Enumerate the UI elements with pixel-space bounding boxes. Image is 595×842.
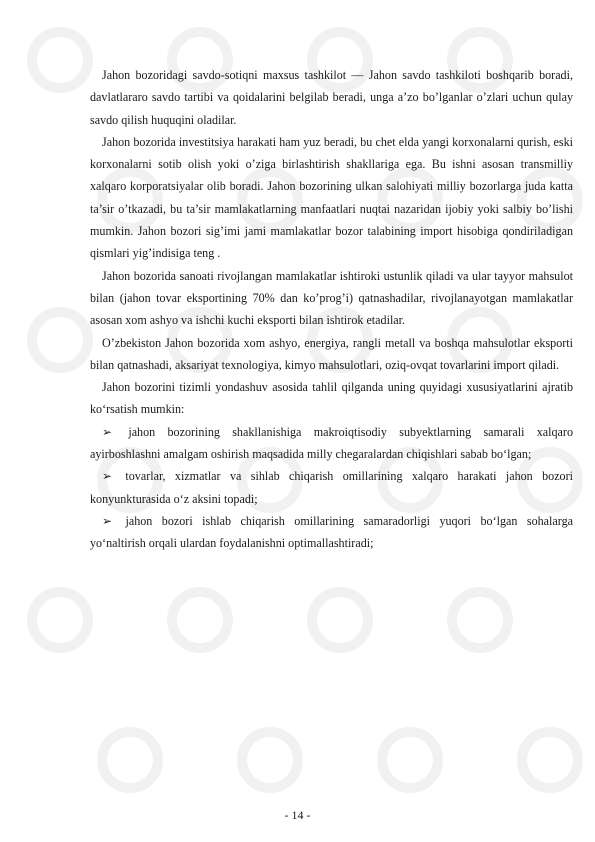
bullet-item	[90, 421, 573, 466]
paragraph-investment: Jahon bozorida investitsiya harakati ham yuz beradi, bu chet elda yangi korxonalarni qurish, eski korxonalarni sotib olish yoki o’ziga birlashtirish shakllariga ega. Bu ishni asosan transmilliy xalqaro korporatsiyalar olib boradi. Jahon bozorining ulkan salohiyati milliy bozorlarga juda katta ta’sir o’tkazadi, bu ta’sir mamlakatlarning manfaatlari nuqtai nazaridan ijobiy yoki salbiy bo’lishi mumkin. Jahon bozori sig’imi jami mamlakatlar bozor talabining import hisobiga qondiriladigan qismlari yig’indisiga teng .	[90, 134, 573, 261]
bullet-text: tovarlar, xizmatlar va sihlab chiqarish omillarining xalqaro harakati jahon bozori konyunkturasida o‘z aksini topadi;	[90, 469, 573, 506]
arrow-bullet-icon: ➢	[102, 424, 113, 439]
paragraph-developed-countries: Jahon bozorida sanoati rivojlangan mamlakatlar ishtiroki ustunlik qiladi va ular tayyor mahsulot bilan (jahon tovar eksportining 70% dan ko’prog’i) qatnashadilar, rivojlanayotgan mamlakatlar asosan xom ashyo va ishchi kuchi eksporti bilan ishtirok etadilar.	[90, 268, 573, 328]
page-number: - 14 -	[284, 808, 311, 822]
bullet-item	[90, 465, 573, 510]
bullet-text: jahon bozori ishlab chiqarish omillarining samaradorligi yuqori bo‘lgan sohalarga yo‘naltirish orqali ulardan foydalanishni optimallashtiradi;	[90, 513, 574, 551]
bullet-text: jahon bozorining shakllanishiga makroiqtisodiy subyektlarning samarali xalqaro ayirboshlashni amalgam oshirish maqsadida milly chegaralardan chiqishlari sabab bo‘lgan;	[90, 424, 574, 462]
paragraph-wto: Jahon bozoridagi savdo-sotiqni maxsus tashkilot — Jahon savdo tashkiloti boshqarib boradi, davlatlararo savdo tartibi va qoidalarini belgilab beradi, unga a’zo bo’lganlar o’zlari uchun qulay savdo qilish huquqini oladilar.	[90, 68, 573, 127]
arrow-bullet-icon: ➢	[102, 469, 113, 484]
document-body	[90, 64, 573, 555]
arrow-bullet-icon: ➢	[102, 513, 113, 528]
paragraph-features-intro: Jahon bozorini tizimli yondashuv asosida tahlil qilganda uning quyidagi xususiyatlarini ajratib ko‘rsatish mumkin:	[90, 380, 573, 417]
bullet-item	[90, 510, 573, 555]
paragraph-uzbekistan: O’zbekiston Jahon bozorida xom ashyo, energiya, rangli metall va boshqa mahsulotlar eksporti bilan qatnashadi, aksariyat texnologiya, kimyo mahsulotlari, oziq-ovqat tovarlarini import qiladi.	[90, 335, 573, 372]
